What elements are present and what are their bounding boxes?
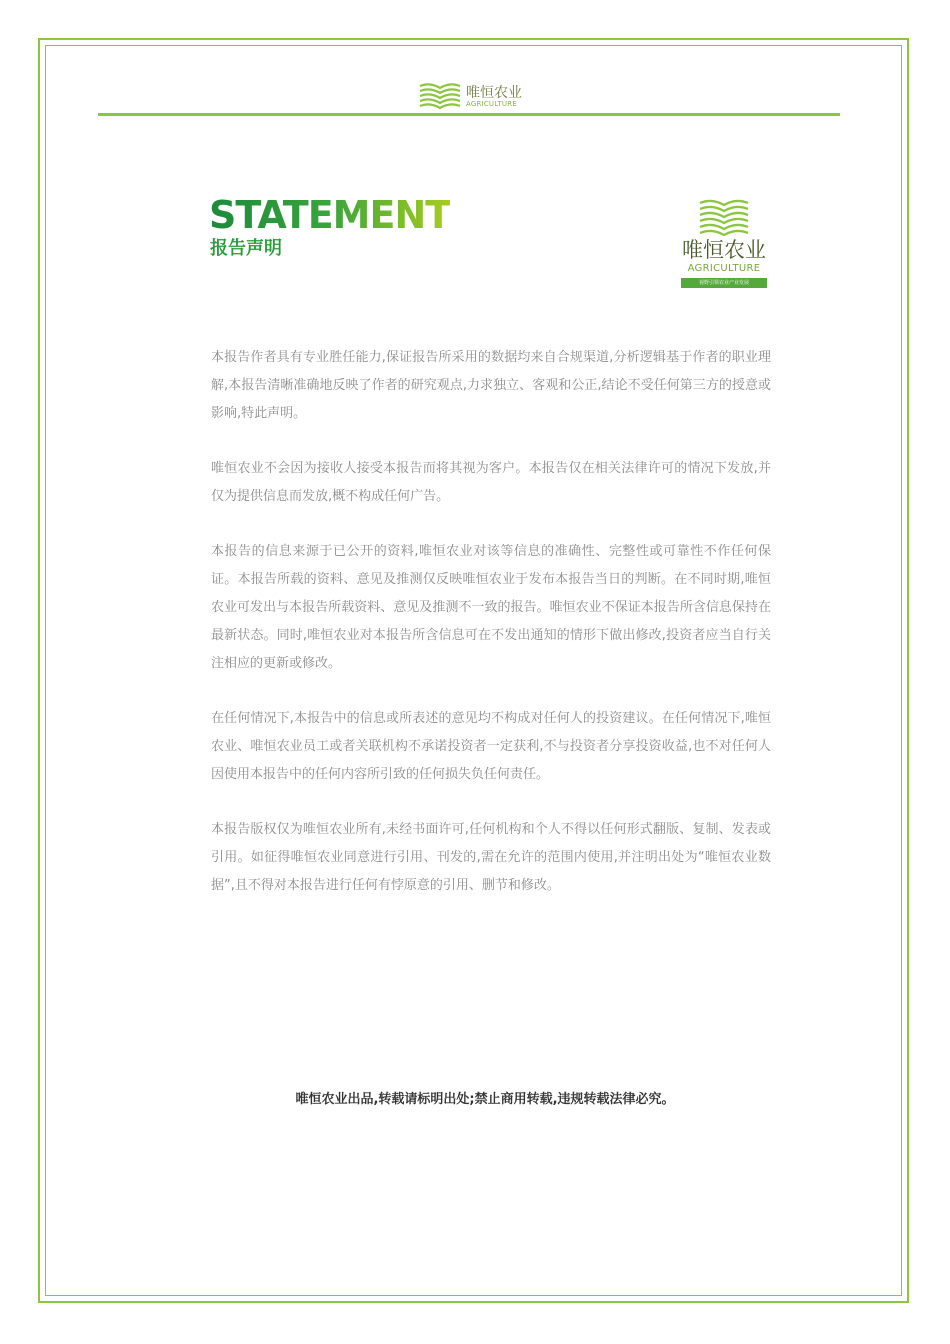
paragraph-recipient: 唯恒农业不会因为接收人接受本报告而将其视为客户。本报告仅在相关法律许可的情况下发放,并仅为提供信息而发放,概不构成任何广告。 bbox=[211, 461, 771, 504]
paragraph-qualification: 本报告作者具有专业胜任能力,保证报告所采用的数据均来自合规渠道,分析逻辑基于作者的职业理解,本报告清晰准确地反映了作者的研究观点,力求独立、客观和公正,结论不受任何第三方的授意或影响,特此声明。 bbox=[211, 350, 771, 421]
paragraph-copyright: 本报告版权仅为唯恒农业所有,未经书面许可,任何机构和个人不得以任何形式翻版、复制、发表或引用。如征得唯恒农业同意进行引用、刊发的,需在允许的范围内使用,并注明出处为“唯恒农业数据”,且不得对本报告进行任何有悖原意的引用、删节和修改。 bbox=[211, 822, 771, 893]
statement-subtitle: 报告声明 bbox=[210, 238, 282, 259]
header-divider bbox=[98, 113, 840, 116]
badge-logo-cn: 唯恒农业 bbox=[682, 238, 766, 262]
statement-body bbox=[211, 344, 771, 927]
statement-title: STATEMENT bbox=[209, 193, 451, 237]
wheat-book-icon bbox=[418, 82, 462, 112]
brand-badge bbox=[678, 198, 770, 290]
paragraph-information-source: 本报告的信息来源于已公开的资料,唯恒农业对该等信息的准确性、完整性或可靠性不作任何保证。本报告所载的资料、意见及推测仅反映唯恒农业于发布本报告当日的判断。在不同时期,唯恒农业可发出与本报告所载资料、意见及推测不一致的报告。唯恒农业不保证本报告所含信息保持在最新状态。同时,唯恒农业对本报告所含信息可在不发出通知的情形下做出修改,投资者应当自行关注相应的更新或修改。 bbox=[211, 544, 771, 671]
badge-tagline: 视野引领农业产业发展 bbox=[681, 278, 767, 288]
paragraph-no-investment-advice: 在任何情况下,本报告中的信息或所表述的意见均不构成对任何人的投资建议。在任何情况下,唯恒农业、唯恒农业员工或者关联机构不承诺投资者一定获利,不与投资者分享投资收益,也不对任何人因使用本报告中的任何内容所引致的任何损失负任何责任。 bbox=[211, 711, 771, 782]
header-logo bbox=[418, 81, 530, 113]
footer-note: 唯恒农业出品,转载请标明出处;禁止商用转载,违规转载法律必究。 bbox=[295, 1092, 675, 1107]
wheat-book-icon bbox=[678, 198, 770, 236]
header-logo-en: AGRICULTURE bbox=[466, 100, 517, 108]
badge-logo-en: AGRICULTURE bbox=[687, 263, 761, 274]
header-logo-cn: 唯恒农业 bbox=[466, 85, 522, 101]
